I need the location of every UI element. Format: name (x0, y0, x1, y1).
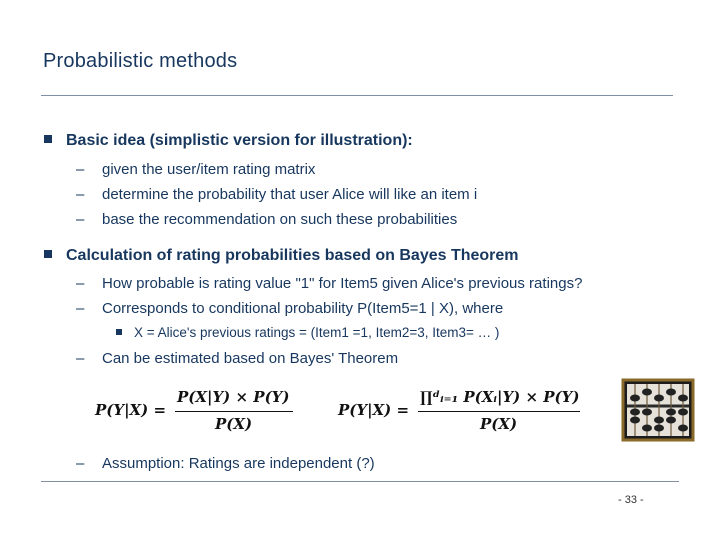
small-square-bullet-icon (116, 329, 122, 335)
abacus-image (621, 378, 695, 442)
bullet-basic-idea (44, 132, 413, 150)
formula-numerator: P(X|Y) × P(Y) (177, 388, 290, 406)
formula-lhs: P(Y|X) = (338, 401, 410, 419)
sub-sub-item: X = Alice's previous ratings = (Item1 =1, Item2=3, Item3= … ) (116, 325, 499, 340)
formula-denominator: P(X) (480, 415, 518, 433)
formula-numerator: ∏ᵈᵢ₌₁ P(Xᵢ|Y) × P(Y) (420, 388, 580, 406)
bayes-formula (95, 384, 305, 438)
page-number: - 33 - (618, 494, 644, 506)
title-divider (41, 95, 673, 96)
sub-item: – given the user/item rating matrix (76, 161, 316, 178)
bullet-bayes (44, 247, 519, 265)
formula-denominator: P(X) (215, 415, 253, 433)
sub-item: – base the recommendation on such these probabilities (76, 211, 458, 228)
naive-bayes-formula (338, 384, 588, 438)
square-bullet-icon (44, 250, 52, 258)
fraction-bar (175, 411, 293, 412)
fraction-bar (418, 411, 580, 412)
footer-divider (41, 481, 679, 482)
formula-lhs: P(Y|X) = (95, 401, 167, 419)
square-bullet-icon (44, 135, 52, 143)
sub-item: – Assumption: Ratings are independent (?) (76, 455, 375, 472)
bullet-label: Basic idea (simplistic version for illustration): (66, 132, 413, 149)
sub-item: – How probable is rating value "1" for Item5 given Alice's previous ratings? (76, 275, 583, 292)
sub-item: – Can be estimated based on Bayes' Theorem (76, 350, 399, 367)
slide-title: Probabilistic methods (43, 50, 238, 72)
sub-item: – determine the probability that user Alice will like an item i (76, 186, 478, 203)
sub-item: – Corresponds to conditional probability P(Item5=1 | X), where (76, 300, 504, 317)
bullet-label: Calculation of rating probabilities based on Bayes Theorem (66, 247, 519, 264)
